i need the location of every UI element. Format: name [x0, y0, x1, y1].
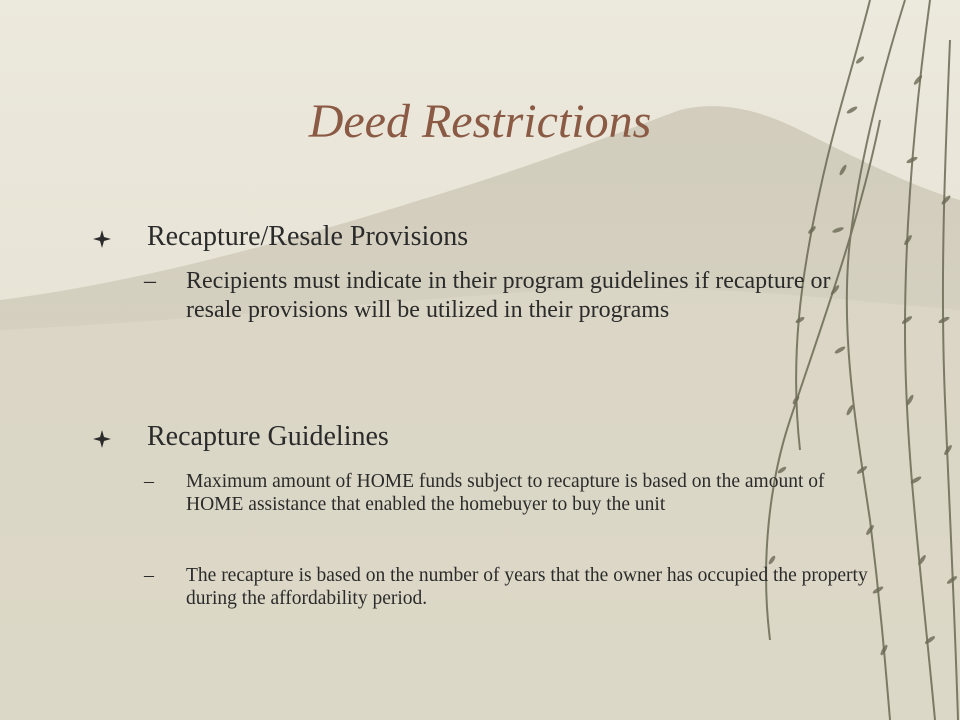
sub-bullet-text: Recipients must indicate in their program guidelines if recapture or resale provisions will be utilized in their programs — [186, 268, 831, 323]
sub-bullet-text: Maximum amount of HOME funds subject to recapture is based on the amount of HOME assistance that enabled the homebuyer to buy the unit — [186, 471, 825, 515]
diamond-bullet-icon — [92, 429, 112, 449]
sub-bullet-dash: – — [144, 268, 156, 294]
sub-bullet-dash: – — [144, 564, 154, 586]
sub-bullet-dash: – — [144, 470, 154, 492]
slide-title: Deed Restrictions — [308, 95, 652, 148]
diamond-bullet-icon — [92, 229, 112, 249]
section-heading: Recapture Guidelines — [147, 421, 389, 452]
sub-bullet-text: The recapture is based on the number of years that the owner has occupied the property during the affordability period. — [186, 565, 868, 609]
section-heading: Recapture/Resale Provisions — [147, 221, 469, 252]
